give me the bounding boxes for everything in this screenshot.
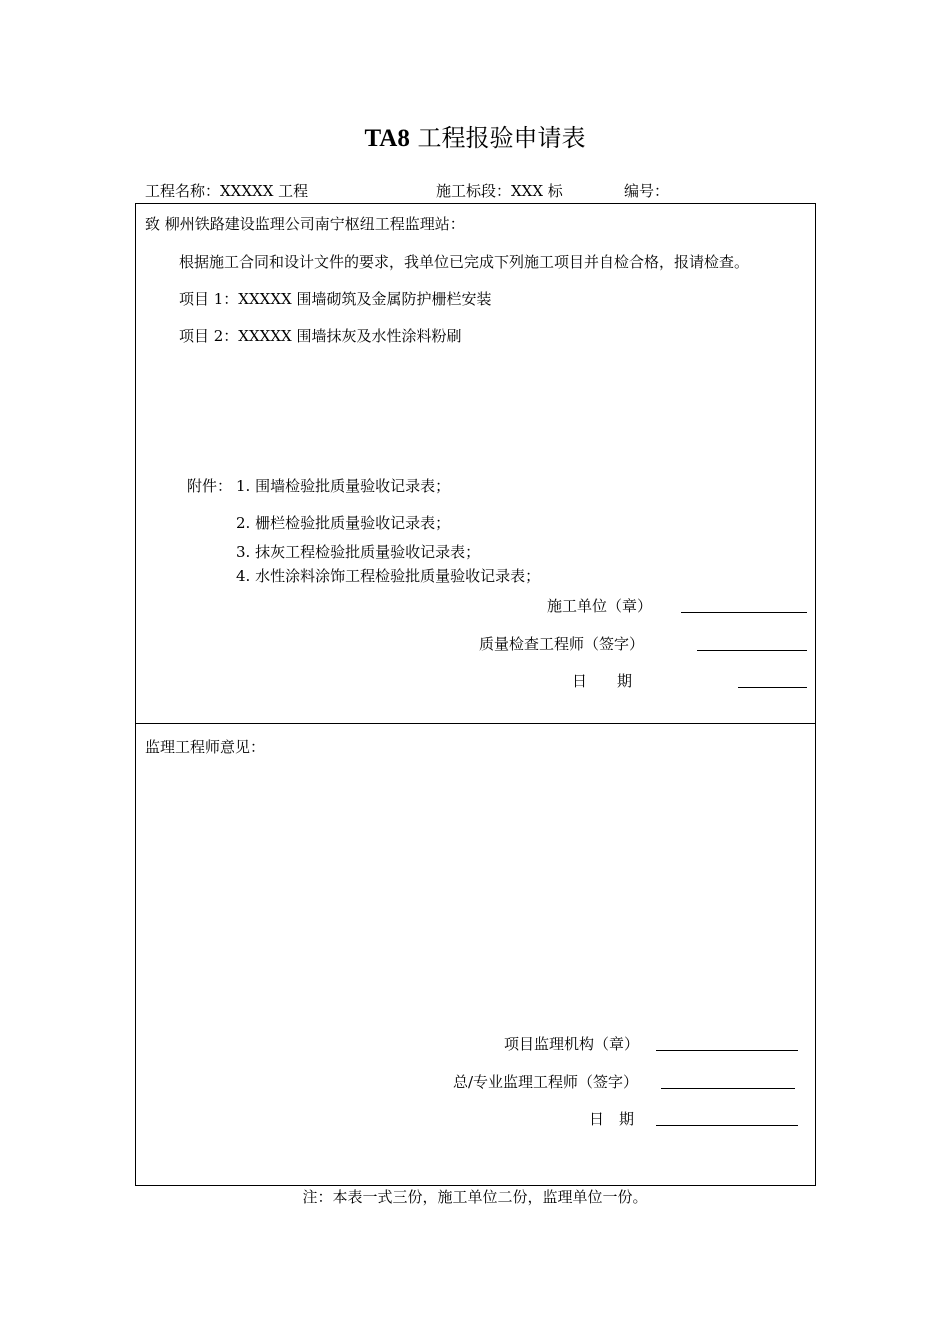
supervising-engineer-sign-label: 总/专业监理工程师（签字） [453, 1073, 639, 1091]
project-item-1: 项目 1：XXXXX 围墙砌筑及金属防护栅栏安装 [179, 290, 492, 308]
supervision-date-line[interactable] [656, 1125, 798, 1126]
supervising-engineer-sign-line[interactable] [661, 1088, 795, 1089]
footnote: 注：本表一式三份，施工单位二份，监理单位一份。 [302, 1188, 648, 1206]
supervision-date-label: 日 期 [589, 1110, 635, 1128]
form-code: TA8 [364, 125, 410, 152]
attachments-label: 附件： [187, 477, 233, 495]
contractor-seal-label: 施工单位（章） [547, 597, 653, 615]
application-date-label: 日 期 [572, 672, 633, 690]
contractor-seal-line[interactable] [681, 612, 807, 613]
supervision-section [135, 723, 816, 1186]
project-item-2: 项目 2：XXXXX 围墙抹灰及水性涂料粉刷 [179, 327, 462, 345]
attachment-item-2: 2. 栅栏检验批质量验收记录表； [236, 514, 451, 532]
inspector-sign-line[interactable] [697, 650, 807, 651]
application-section [135, 203, 816, 724]
supervision-org-seal-label: 项目监理机构（章） [504, 1035, 640, 1053]
recipient: 致 柳州铁路建设监理公司南宁枢纽工程监理站： [145, 215, 465, 233]
supervisor-opinion-label: 监理工程师意见： [145, 738, 266, 756]
construction-section: 施工标段：XXX 标 [436, 182, 563, 200]
supervision-org-seal-line[interactable] [656, 1050, 798, 1051]
attachment-item-4: 4. 水性涂料涂饰工程检验批质量验收记录表； [236, 567, 541, 585]
form-title-text: 工程报验申请表 [417, 124, 586, 152]
inspector-sign-label: 质量检查工程师（签字） [479, 635, 645, 653]
project-name: 工程名称：XXXXX 工程 [145, 182, 309, 200]
statement: 根据施工合同和设计文件的要求，我单位已完成下列施工项目并自检合格，报请检查。 [179, 253, 750, 271]
attachment-item-1: 1. 围墙检验批质量验收记录表； [236, 477, 451, 495]
form-title [0, 118, 950, 153]
attachment-item-3: 3. 抹灰工程检验批质量验收记录表； [236, 543, 481, 561]
form-number: 编号： [624, 182, 670, 200]
application-date-line[interactable] [738, 687, 807, 688]
